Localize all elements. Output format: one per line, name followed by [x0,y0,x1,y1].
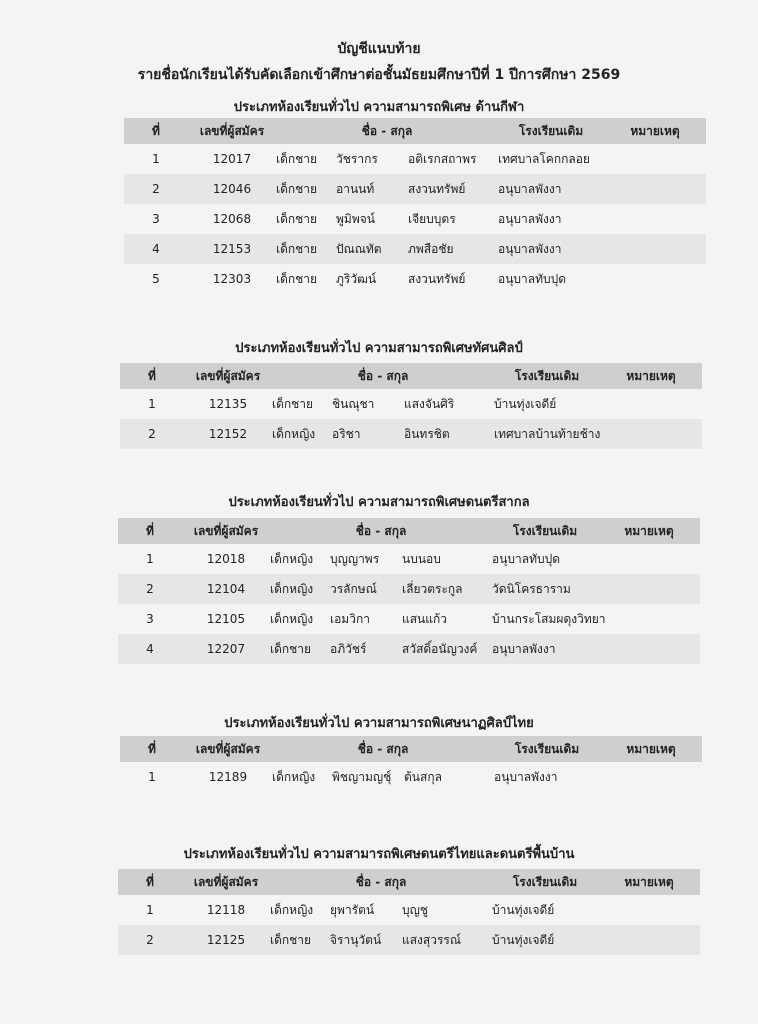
cell-no: 5 [152,272,160,286]
cell-last-name: ต้นสกุล [404,769,442,784]
cell-prefix: เด็กหญิง [270,574,330,604]
table-row [118,925,700,955]
header-school: โรงเรียนเดิม [498,118,604,144]
cell-school: อนุบาลพังงา [498,234,604,264]
header-applicant-no: เลขที่ผู้สมัคร [182,518,270,544]
table-row [124,234,706,264]
cell-no: 4 [124,234,188,264]
cell-first-name: อภิวัชร์ [330,634,402,664]
cell-prefix: เด็กชาย [276,234,336,264]
table-row [118,604,700,634]
cell-applicant-no: 12135 [208,397,248,411]
header-applicant-no: เลขที่ผู้สมัคร [184,363,272,389]
cell-first-name: พูมิพจน์ [336,211,375,226]
cell-no: 1 [148,397,156,411]
header-remark: หมายเหตุ [598,869,700,895]
header-school: โรงเรียนเดิม [492,869,598,895]
cell-school: เทศบาลบ้านท้ายช้าง [494,419,600,449]
cell-last-name: สงวนทรัพย์ [408,271,466,286]
cell-first-name: ปัณณทัต [336,234,408,264]
cell-remark [604,174,706,204]
cell-no: 2 [124,174,188,204]
students-table [118,869,700,955]
cell-last-name: อินทรชิต [404,419,494,449]
cell-no: 1 [152,152,160,166]
cell-no: 2 [118,925,182,955]
cell-school: อนุบาลพังงา [492,634,598,664]
cell-applicant-no: 12189 [208,770,248,784]
cell-first-name: ชินณุชา [332,396,375,411]
cell-remark [604,144,706,174]
header-remark: หมายเหตุ [600,736,702,762]
cell-first-name: วรลักษณ์ [330,574,402,604]
cell-school: อนุบาลพังงา [498,211,562,226]
cell-first-name: ยุพารัตน์ [330,902,375,917]
table-header-row [120,363,702,389]
table-row [124,144,706,174]
document-subtitle: รายชื่อนักเรียนได้รับคัดเลือกเข้าศึกษาต่อชั้นมัธยมศึกษาปีที่ 1 ปีการศึกษา 2569 [137,67,621,83]
students-table [120,363,702,449]
cell-first-name: อริชา [332,419,404,449]
cell-applicant-no: 12118 [206,903,246,917]
cell-remark [598,895,700,925]
cell-first-name: อานนท์ [336,174,408,204]
cell-remark [598,634,700,664]
cell-prefix: เด็กหญิง [270,902,314,917]
section-title: ประเภทห้องเรียนทั่วไป ความสามารถพิเศษดนตรีสากล [228,495,530,510]
cell-last-name: บุญชู [402,902,428,917]
cell-applicant-no: 12303 [212,272,252,286]
cell-prefix: เด็กชาย [276,151,318,166]
header-school: โรงเรียนเดิม [492,518,598,544]
cell-remark [604,204,706,234]
table-row [120,419,702,449]
cell-first-name: บุญญาพร [330,551,380,566]
cell-no: 1 [146,552,154,566]
cell-no: 1 [146,903,154,917]
cell-first-name: วัชรากร [336,151,378,166]
cell-school: เทศบาลโคกกลอย [498,151,590,166]
students-table [124,118,706,294]
cell-last-name: เลี่ยวตระกูล [402,574,492,604]
cell-no: 4 [118,634,182,664]
cell-prefix: เด็กหญิง [270,551,314,566]
header-remark: หมายเหตุ [604,118,706,144]
cell-prefix: เด็กชาย [276,271,318,286]
cell-applicant-no: 12017 [212,152,252,166]
cell-last-name: แสงจันศิริ [404,396,455,411]
cell-last-name: ภพสือชัย [408,234,498,264]
cell-remark [604,264,706,294]
header-no: ที่ [120,736,184,762]
cell-school: อนุบาลพังงา [494,769,558,784]
header-name: ชื่อ - สกุล [270,869,492,895]
cell-applicant-no: 12152 [184,419,272,449]
section-title: ประเภทห้องเรียนทั่วไป ความสามารถพิเศษทัศนศิลป์ [235,341,523,356]
cell-applicant-no: 12153 [188,234,276,264]
section-title: ประเภทห้องเรียนทั่วไป ความสามารถพิเศษ ด้านกีฬา [233,100,525,115]
table-header-row [118,869,700,895]
cell-applicant-no: 12046 [188,174,276,204]
cell-remark [600,389,702,419]
cell-applicant-no: 12018 [206,552,246,566]
cell-remark [604,234,706,264]
cell-prefix: เด็กชาย [270,925,330,955]
header-name: ชื่อ - สกุล [272,363,494,389]
cell-school: บ้านทุ่งเจดีย์ [494,396,557,411]
cell-prefix: เด็กหญิง [270,611,314,626]
cell-school: วัดนิโครธาราม [492,574,598,604]
table-row [120,762,702,792]
cell-remark [600,419,702,449]
students-table [120,736,702,792]
table-row [120,389,702,419]
header-no: ที่ [124,118,188,144]
header-remark: หมายเหตุ [598,518,700,544]
cell-applicant-no: 12125 [182,925,270,955]
header-name: ชื่อ - สกุล [272,736,494,762]
document-title: บัญชีแนบท้าย [337,41,421,57]
cell-school: อนุบาลพังงา [498,174,604,204]
header-name: ชื่อ - สกุล [276,118,498,144]
cell-prefix: เด็กชาย [276,174,336,204]
table-row [124,264,706,294]
table-row [124,204,706,234]
header-remark: หมายเหตุ [600,363,702,389]
header-school: โรงเรียนเดิม [494,736,600,762]
cell-remark [598,604,700,634]
header-name: ชื่อ - สกุล [270,518,492,544]
cell-last-name: สงวนทรัพย์ [408,174,498,204]
cell-school: บ้านกระโสมผดุงวิทยา [492,611,606,626]
cell-applicant-no: 12104 [182,574,270,604]
students-table [118,518,700,664]
cell-prefix: เด็กชาย [270,634,330,664]
header-no: ที่ [120,363,184,389]
cell-prefix: เด็กชาย [272,396,314,411]
table-row [118,634,700,664]
cell-no: 3 [152,212,160,226]
table-row [118,895,700,925]
cell-remark [598,925,700,955]
cell-remark [600,762,702,792]
cell-last-name: เจียบบุตร [408,211,456,226]
cell-remark [598,544,700,574]
cell-school: อนุบาลทับปุด [492,551,561,566]
cell-first-name: พิชญามญชุ์ [332,769,392,784]
cell-no: 1 [148,770,156,784]
table-row [118,574,700,604]
section-title: ประเภทห้องเรียนทั่วไป ความสามารถพิเศษนาฏศิลป์ไทย [224,716,534,731]
cell-applicant-no: 12105 [206,612,246,626]
cell-school: อนุบาลทับปุด [498,271,567,286]
cell-no: 2 [120,419,184,449]
header-no: ที่ [118,869,182,895]
cell-school: บ้านทุ่งเจดีย์ [492,902,555,917]
cell-last-name: แสนแก้ว [402,611,447,626]
cell-prefix: เด็กชาย [276,211,318,226]
cell-first-name: เอมวิกา [330,611,370,626]
header-school: โรงเรียนเดิม [494,363,600,389]
header-applicant-no: เลขที่ผู้สมัคร [188,118,276,144]
cell-no: 2 [118,574,182,604]
cell-applicant-no: 12068 [212,212,252,226]
cell-first-name: ภูริวัฒน์ [336,271,377,286]
cell-no: 3 [146,612,154,626]
table-header-row [120,736,702,762]
cell-remark [598,574,700,604]
header-applicant-no: เลขที่ผู้สมัคร [184,736,272,762]
cell-first-name: จิรานุวัตน์ [330,925,402,955]
cell-last-name: อติเรกสถาพร [408,151,477,166]
table-header-row [124,118,706,144]
section-title: ประเภทห้องเรียนทั่วไป ความสามารถพิเศษดนตรีไทยและดนตรีพื้นบ้าน [183,847,575,862]
cell-last-name: สวัสดิ์อนัญวงค์ [402,634,492,664]
cell-applicant-no: 12207 [182,634,270,664]
header-no: ที่ [118,518,182,544]
cell-prefix: เด็กหญิง [272,419,332,449]
table-row [124,174,706,204]
cell-school: บ้านทุ่งเจดีย์ [492,925,598,955]
cell-prefix: เด็กหญิง [272,769,316,784]
header-applicant-no: เลขที่ผู้สมัคร [182,869,270,895]
cell-last-name: นบนอบ [402,551,441,566]
table-header-row [118,518,700,544]
cell-last-name: แสงสุวรรณ์ [402,925,492,955]
table-row [118,544,700,574]
